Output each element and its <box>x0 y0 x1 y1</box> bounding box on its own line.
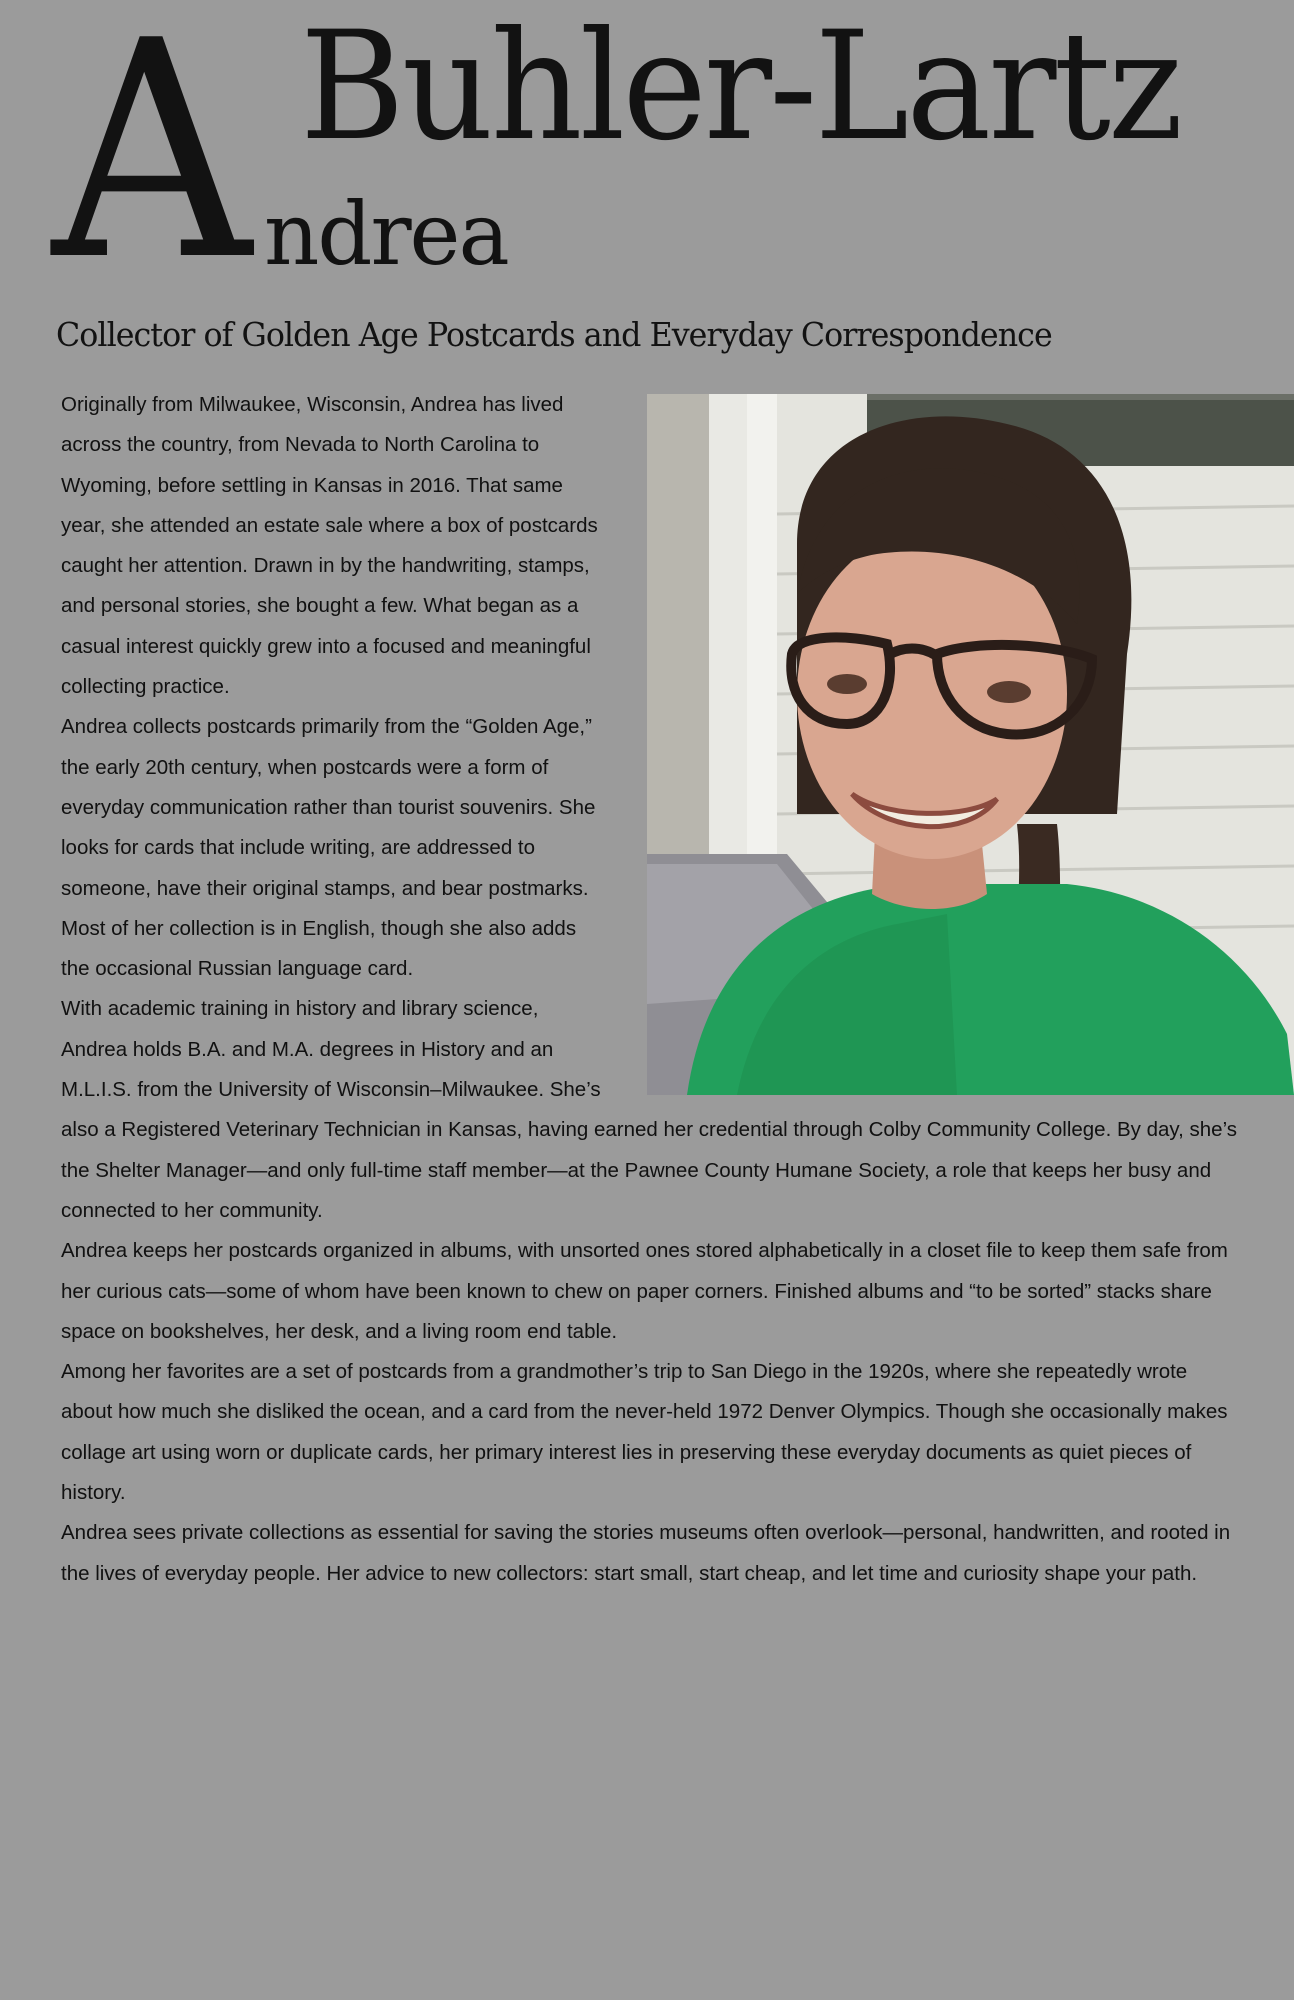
bio-paragraph: Originally from Milwaukee, Wisconsin, Andrea has lived across the country, from Nevada to North Carolina to Wyoming, before settling in Kansas in 2016. That same year, she attended an estate sale where a box of postcards caught her attention. Drawn in by the handwriting, stamps, and personal stories, she bought a few. What began as a casual interest quickly grew into a focused and meaningful collecting practice. <box>61 393 598 699</box>
bio-paragraph: Andrea sees private collections as essential for saving the stories museums often overlook—personal, handwritten, and rooted in the lives of everyday people. Her advice to new collectors: start small, start cheap, and let time and curiosity shape your path. <box>61 1521 1231 1585</box>
biography-text <box>61 385 1241 1594</box>
surname-title: Buhler-Lartz <box>300 0 1181 174</box>
bio-paragraph: Andrea collects postcards primarily from the “Golden Age,” the early 20th century, when postcards were a form of everyday communication rather than tourist souvenirs. She looks for cards that include writing, are addressed to someone, have their original stamps, and bear postmarks. Most of her collection is in English, though she also adds the occasional Russian language card. <box>61 715 596 981</box>
title-initial-letter: A <box>52 0 246 326</box>
photo-text-wrap-spacer <box>605 385 1241 1093</box>
bio-paragraph: Andrea keeps her postcards organized in albums, with unsorted ones stored alphabetically in a closet file to keep them safe from her curious cats—some of whom have been known to chew on paper corners. Finished albums and “to be sorted” stacks share space on bookshelves, her desk, and a living room end table. <box>61 1239 1228 1343</box>
given-name-rest: ndrea <box>264 185 508 285</box>
bio-paragraph: Among her favorites are a set of postcards from a grandmother’s trip to San Diego in the 1920s, where she repeatedly wrote about how much she disliked the ocean, and a card from the never-held 1972 Denver Olympics. Though she occasionally makes collage art using worn or duplicate cards, her primary interest lies in preserving these everyday documents as quiet pieces of history. <box>61 1360 1228 1505</box>
subtitle: Collector of Golden Age Postcards and Everyday Correspondence <box>56 315 1052 354</box>
bio-paragraph: With academic training in history and library science, Andrea holds B.A. and M.A. degrees in History and an M.L.I.S. from the University of Wisconsin–Milwaukee. She’s also a Registered Veterinary Technician in Kansas, having earned her credential through Colby Community College. By day, she’s the Shelter Manager—and only full-time staff member—at the Pawnee County Humane Society, a role that keeps her busy and connected to her community. <box>61 997 1237 1222</box>
